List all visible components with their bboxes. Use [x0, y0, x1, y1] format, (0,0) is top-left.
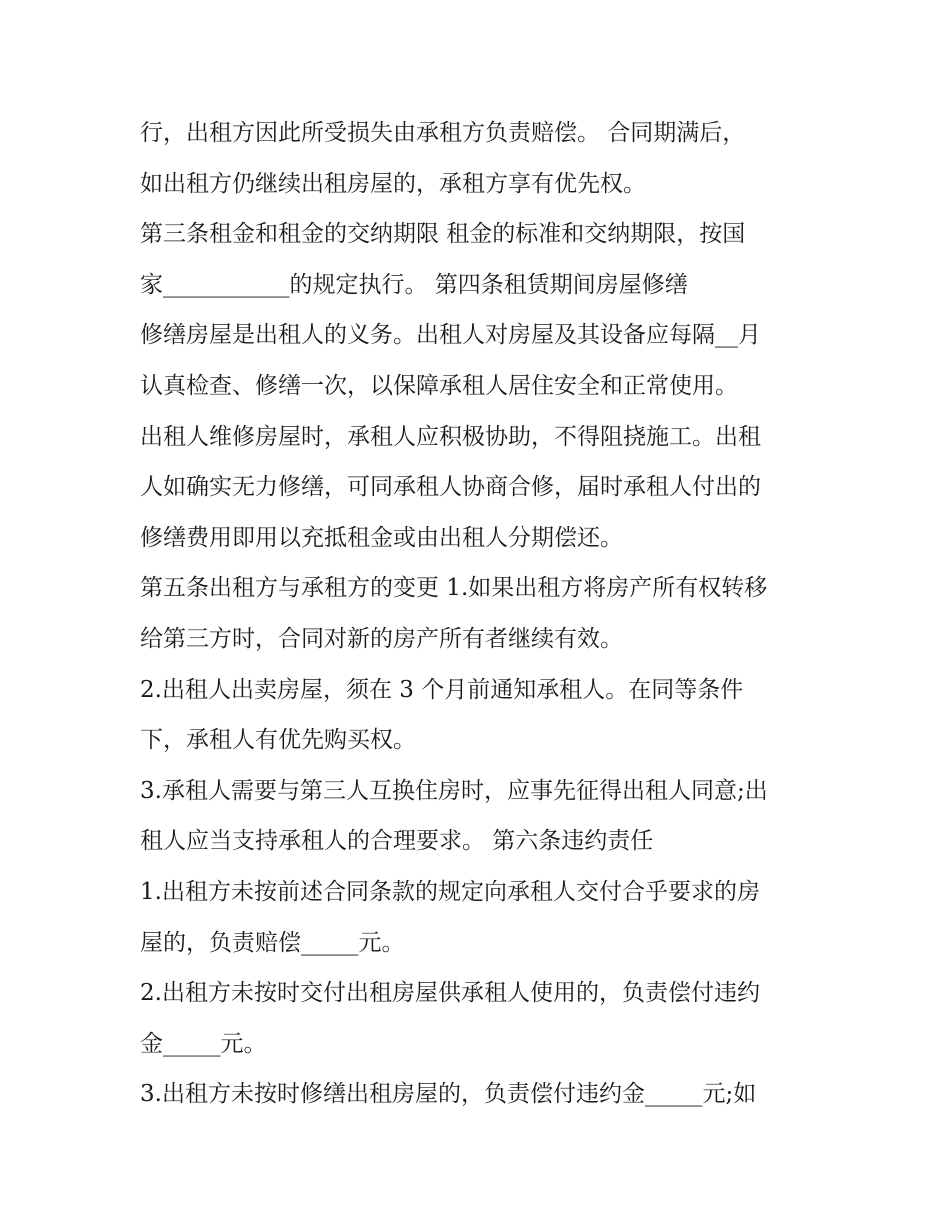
text-line-9: 修缮费用即用以充抵租金或由出租人分期偿还。 — [140, 524, 623, 551]
text-line-18: 2.出租方未按时交付出租房屋供承租人使用的，负责偿付违约 — [140, 980, 760, 1007]
text-line-11: 给第三方时，合同对新的房产所有者继续有效。 — [140, 625, 623, 652]
text-line-14: 3.承租人需要与第三人互换住房时，应事先征得出租人同意;出 — [140, 777, 768, 804]
text-line-8: 人如确实无力修缮，可同承租人协商合修，届时承租人付出的 — [140, 474, 761, 501]
text-line-12: 2.出租人出卖房屋，须在 3 个月前通知承租人。在同等条件 — [140, 676, 744, 703]
text-line-13: 下，承租人有优先购买权。 — [140, 727, 416, 754]
text-line-10: 第五条出租方与承租方的变更 1.如果出租方将房产所有权转移 — [140, 575, 768, 602]
text-line-1: 行，出租方因此所受损失由承租方负责赔偿。 合同期满后， — [140, 120, 746, 146]
text-line-16: 1.出租方未按前述合同条款的规定向承租人交付合乎要求的房 — [140, 878, 760, 905]
text-line-15: 租人应当支持承租人的合理要求。 第六条违约责任 — [140, 828, 654, 855]
text-line-2: 如出租方仍继续出租房屋的，承租方享有优先权。 — [140, 170, 646, 197]
text-line-6: 认真检查、修缮一次，以保障承租人居住安全和正常使用。 — [140, 372, 738, 399]
contract-text-body — [140, 108, 820, 1120]
text-line-3: 第三条租金和租金的交纳期限 租金的标准和交纳期限，按国 — [140, 221, 746, 248]
text-line-19: 金_____元。 — [140, 1030, 267, 1057]
text-line-20: 3.出租方未按时修缮出租房屋的，负责偿付违约金_____元;如 — [140, 1081, 757, 1108]
text-line-5: 修缮房屋是出租人的义务。出租人对房屋及其设备应每隔__月 — [140, 322, 761, 349]
text-line-17: 屋的，负责赔偿_____元。 — [140, 929, 405, 956]
text-line-4: 家___________的规定执行。 第四条租赁期间房屋修缮 — [140, 271, 688, 298]
text-line-7: 出租人维修房屋时，承租人应积极协助，不得阻挠施工。出租 — [140, 423, 761, 450]
